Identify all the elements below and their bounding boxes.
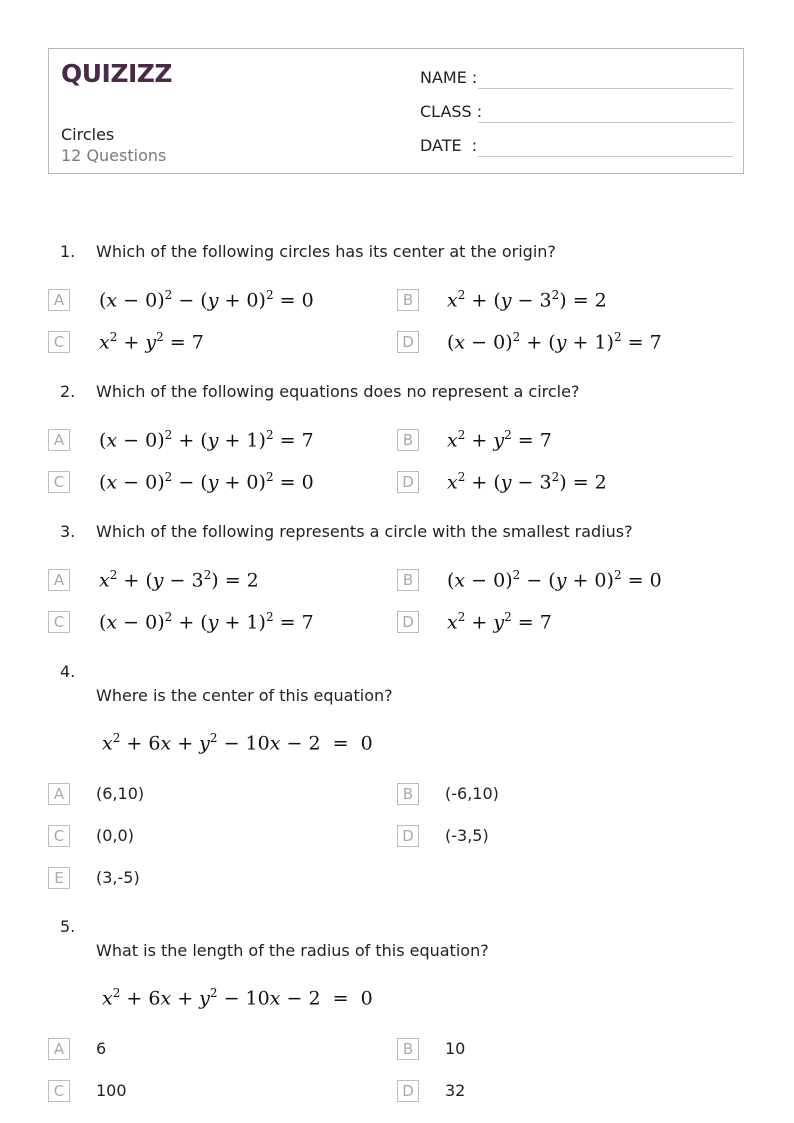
option-text: (3,-5) (96, 868, 140, 887)
option-letter[interactable]: D (397, 331, 419, 353)
option-letter[interactable]: B (397, 1038, 419, 1060)
question-number: 2. (60, 382, 76, 401)
option-letter[interactable]: A (48, 429, 70, 451)
question-text: Which of the following represents a circle with the smallest radius? (96, 522, 633, 541)
option-letter[interactable]: A (48, 289, 70, 311)
worksheet-title: Circles (61, 125, 115, 144)
class-label: CLASS : (420, 102, 483, 121)
option-math: $(x - 0)^2 + (y + 1)^2 = 7$ (99, 428, 314, 452)
option-math: $(x - 0)^2 + (y + 1)^2 = 7$ (447, 330, 662, 354)
question-equation: $x^2 + 6x + y^2 - 10x - 2 = 0$ (102, 731, 373, 755)
worksheet-header (48, 48, 744, 174)
option-text: 6 (96, 1039, 107, 1058)
option-math: $x^2 + (y - 3^2) = 2$ (447, 288, 607, 312)
question-number: 1. (60, 242, 76, 261)
class-line[interactable] (478, 121, 733, 123)
question-number: 3. (60, 522, 76, 541)
option-math: $(x - 0)^2 - (y + 0)^2 = 0$ (447, 568, 662, 592)
option-math: $(x - 0)^2 - (y + 0)^2 = 0$ (99, 470, 314, 494)
option-math: $x^2 + y^2 = 7$ (99, 330, 204, 354)
option-text: (-3,5) (445, 826, 489, 845)
option-letter[interactable]: C (48, 471, 70, 493)
option-letter[interactable]: B (397, 569, 419, 591)
option-letter[interactable]: C (48, 611, 70, 633)
option-text: (6,10) (96, 784, 145, 803)
option-text: (-6,10) (445, 784, 499, 803)
question-number: 5. (60, 917, 76, 936)
option-text: 32 (445, 1081, 466, 1100)
option-math: $x^2 + (y - 3^2) = 2$ (99, 568, 259, 592)
option-math: $x^2 + y^2 = 7$ (447, 610, 552, 634)
quizizz-logo: QUIZIZZ (61, 59, 173, 88)
option-letter[interactable]: B (397, 429, 419, 451)
option-text: 100 (96, 1081, 127, 1100)
option-letter[interactable]: A (48, 1038, 70, 1060)
option-letter[interactable]: D (397, 471, 419, 493)
option-text: (0,0) (96, 826, 134, 845)
question-equation: $x^2 + 6x + y^2 - 10x - 2 = 0$ (102, 986, 373, 1010)
option-letter[interactable]: D (397, 825, 419, 847)
option-text: 10 (445, 1039, 466, 1058)
option-letter[interactable]: C (48, 825, 70, 847)
question-number: 4. (60, 662, 76, 681)
option-math: $x^2 + (y - 3^2) = 2$ (447, 470, 607, 494)
option-letter[interactable]: A (48, 783, 70, 805)
option-letter[interactable]: D (397, 611, 419, 633)
date-field[interactable] (420, 136, 477, 155)
question-count: 12 Questions (61, 146, 167, 165)
question-text: Where is the center of this equation? (96, 686, 393, 705)
option-letter[interactable]: A (48, 569, 70, 591)
option-math: $(x - 0)^2 + (y + 1)^2 = 7$ (99, 610, 314, 634)
option-letter[interactable]: B (397, 783, 419, 805)
option-letter[interactable]: D (397, 1080, 419, 1102)
question-text: Which of the following equations does no represent a circle? (96, 382, 580, 401)
question-text: What is the length of the radius of this equation? (96, 941, 489, 960)
date-line[interactable] (478, 155, 733, 157)
option-letter[interactable]: C (48, 331, 70, 353)
option-math: $(x - 0)^2 - (y + 0)^2 = 0$ (99, 288, 314, 312)
question-text: Which of the following circles has its center at the origin? (96, 242, 556, 261)
name-line[interactable] (478, 87, 733, 89)
name-field[interactable] (420, 68, 477, 87)
class-field[interactable] (420, 102, 482, 121)
option-letter[interactable]: B (397, 289, 419, 311)
name-label: NAME : (420, 68, 478, 87)
option-letter[interactable]: E (48, 867, 70, 889)
date-label: DATE : (420, 136, 478, 155)
option-math: $x^2 + y^2 = 7$ (447, 428, 552, 452)
option-letter[interactable]: C (48, 1080, 70, 1102)
